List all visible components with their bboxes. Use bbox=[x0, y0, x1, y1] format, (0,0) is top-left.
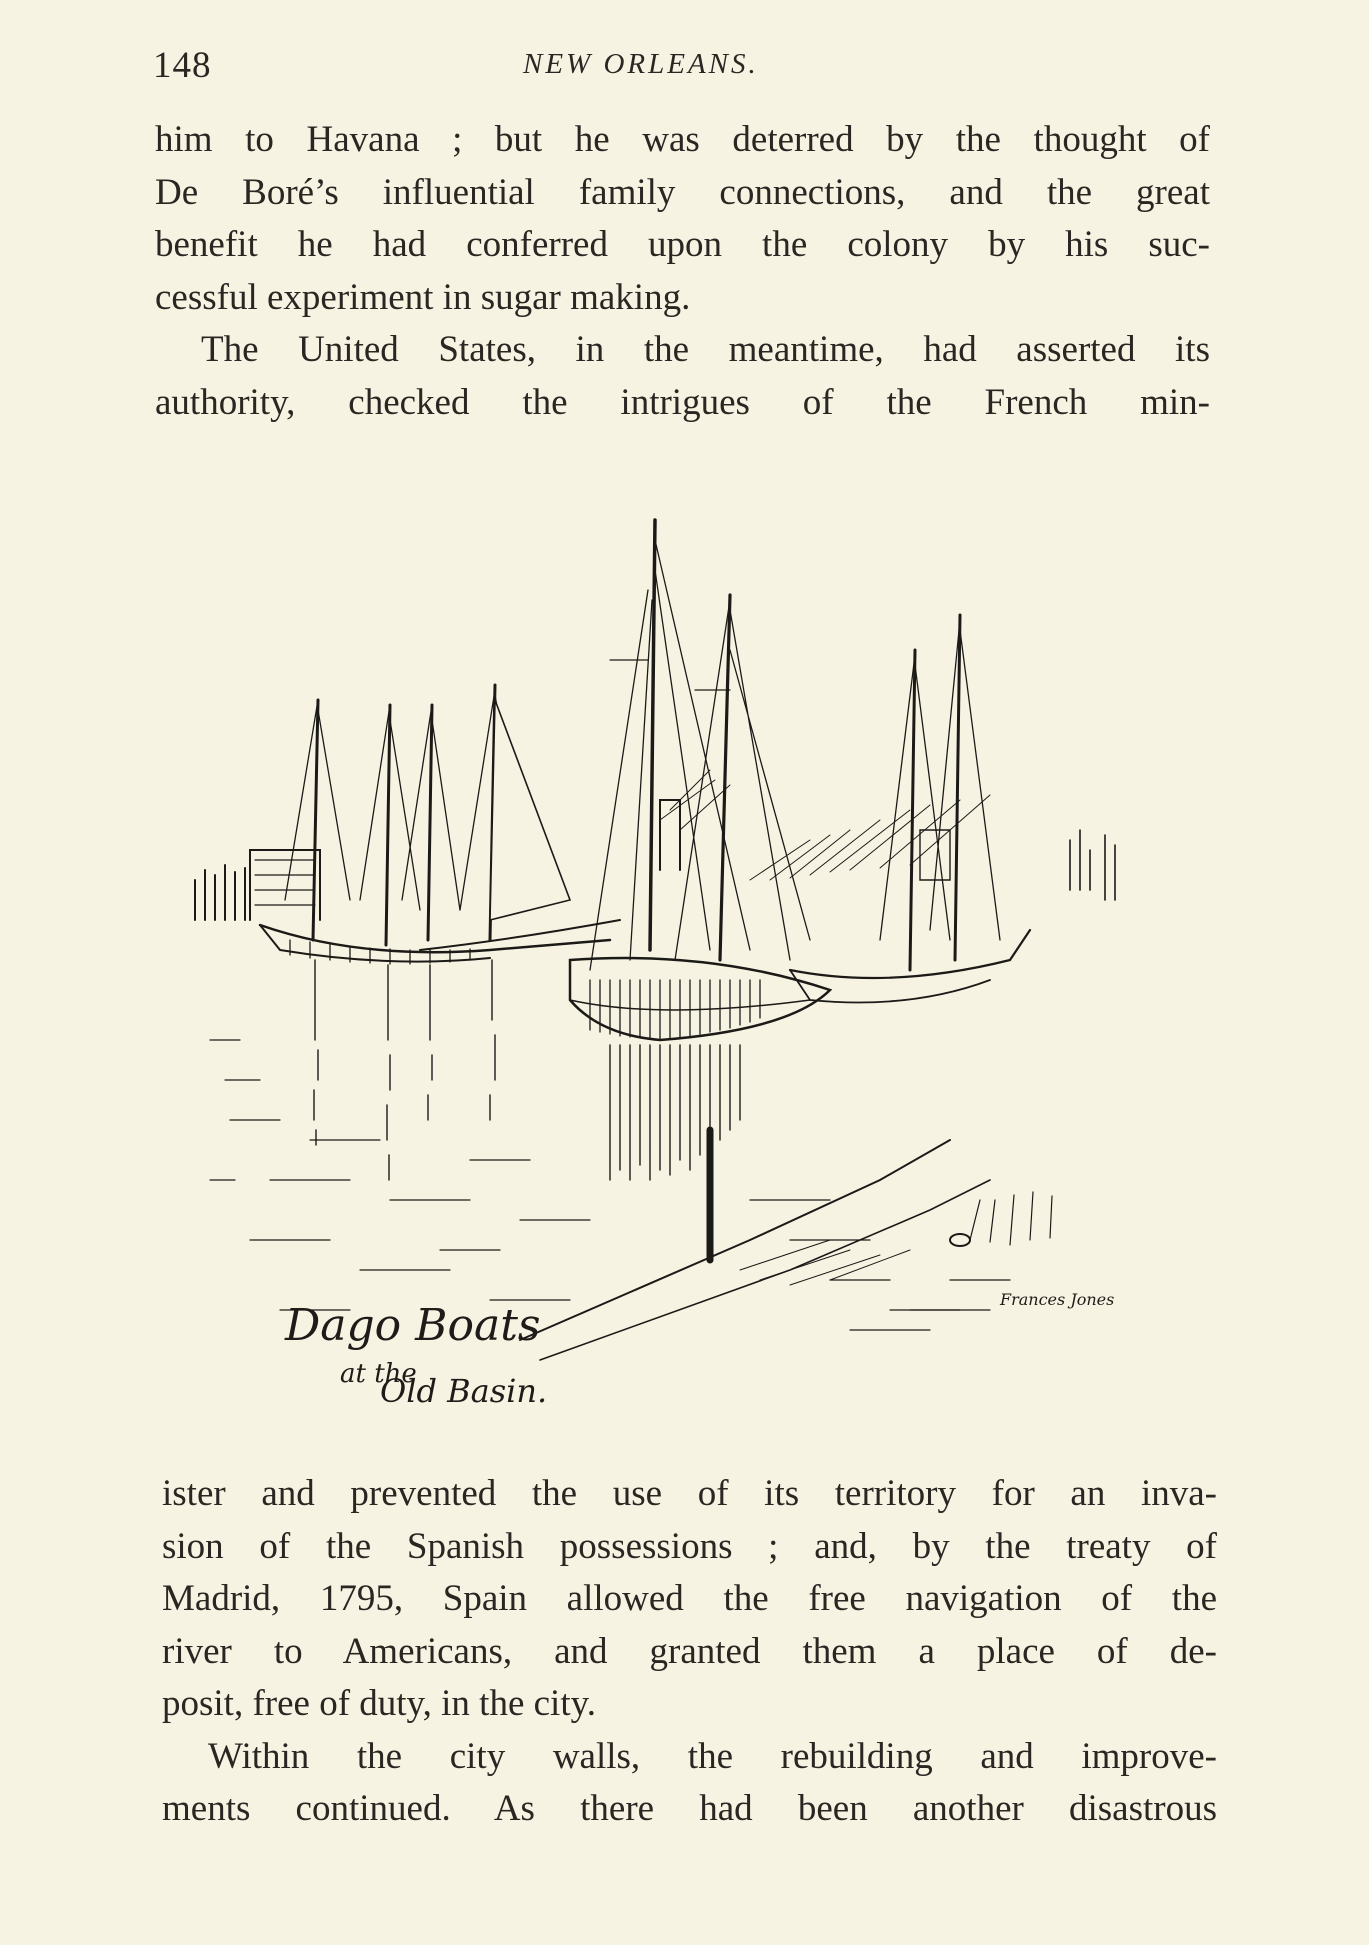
text-line: ister and prevented the use of its territory for an inva- bbox=[162, 1473, 1217, 1514]
caption-line-3: Old Basin. bbox=[380, 1372, 548, 1410]
text-line: river to Americans, and granted them a place of de- bbox=[162, 1630, 1217, 1672]
text-line: Within the city walls, the rebuilding and improve- bbox=[208, 1735, 1217, 1777]
caption-line-2: at the bbox=[340, 1359, 417, 1389]
boats-illustration bbox=[190, 480, 1180, 1410]
page-header bbox=[153, 44, 1213, 88]
text-line: De Boré’s influential family connections, and the great bbox=[155, 171, 1210, 213]
text-line: benefit he had conferred upon the colony by his suc- bbox=[155, 224, 1210, 265]
paragraph-bottom bbox=[162, 1468, 1217, 1836]
text-line: him to Havana ; but he was deterred by the thought of bbox=[155, 119, 1210, 160]
text-line: authority, checked the intrigues of the French min- bbox=[155, 381, 1210, 423]
artist-signature: Frances Jones bbox=[1000, 1290, 1115, 1309]
text-line: The United States, in the meantime, had asserted its bbox=[201, 329, 1210, 370]
caption-line-1: Dago Boats bbox=[285, 1300, 541, 1351]
paragraph-top bbox=[155, 114, 1210, 429]
text-line: ments continued. As there had been another disastrous bbox=[162, 1788, 1217, 1829]
text-line: posit, free of duty, in the city. bbox=[162, 1683, 596, 1724]
harbor-sketch bbox=[190, 480, 1180, 1410]
text-line: Madrid, 1795, Spain allowed the free navigation of the bbox=[162, 1578, 1217, 1619]
text-line: cessful experiment in sugar making. bbox=[155, 276, 691, 318]
text-line: sion of the Spanish possessions ; and, by the treaty of bbox=[162, 1525, 1217, 1567]
running-title: NEW ORLEANS. bbox=[523, 48, 759, 80]
page-number: 148 bbox=[153, 45, 212, 86]
